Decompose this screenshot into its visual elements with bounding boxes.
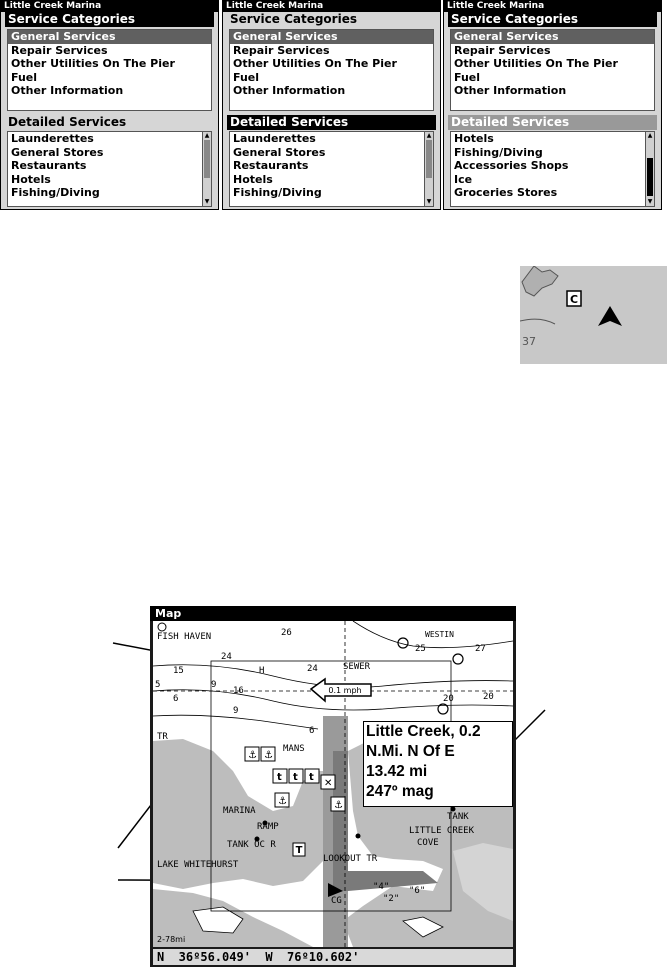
waypoint-info-popup	[363, 721, 513, 807]
label-cove: COVE	[417, 838, 439, 848]
details-header: Detailed Services	[8, 115, 127, 129]
detail-item[interactable]: Launderettes	[11, 132, 94, 145]
category-item[interactable]: Other Utilities On The Pier	[11, 57, 175, 71]
marker-dot-4	[451, 807, 456, 812]
map-anchor-icon	[158, 623, 166, 631]
detail-item[interactable]: Fishing/Diving	[11, 186, 100, 200]
map-title: Map	[150, 606, 516, 621]
label-mans: MANS	[283, 744, 305, 754]
depth-sounding: 20	[443, 694, 454, 704]
detail-item[interactable]: Restaurants	[11, 159, 87, 173]
categories-header: Service Categories	[5, 12, 214, 27]
category-item[interactable]: Repair Services	[454, 43, 551, 57]
detail-item[interactable]: Restaurants	[233, 159, 309, 173]
category-item[interactable]: General Services	[230, 30, 433, 44]
map-window	[150, 606, 516, 967]
categories-header: Service Categories	[448, 12, 657, 27]
panel-title: Little Creek Marina	[223, 1, 440, 12]
label-tank: TANK	[447, 812, 469, 822]
category-item[interactable]: Other Information	[11, 84, 124, 98]
svg-text:⚓: ⚓	[248, 750, 257, 761]
depth-sounding: 20	[483, 692, 494, 702]
details-header: Detailed Services	[227, 115, 436, 130]
depth-sounding: 24	[307, 664, 318, 674]
contour-line-3	[153, 715, 318, 729]
detail-item[interactable]: Groceries Stores	[454, 186, 558, 200]
svg-text:t: t	[277, 772, 282, 783]
marker-dot-3	[356, 834, 361, 839]
map-scale: 2-78mi	[157, 935, 186, 944]
label-lookout: LOOKOUT TR	[323, 854, 378, 864]
svg-text:⚓: ⚓	[278, 796, 287, 807]
scroll-up-icon[interactable]: ▲	[204, 132, 210, 139]
svg-text:t: t	[309, 772, 314, 783]
category-item[interactable]: Repair Services	[11, 43, 108, 57]
label-buoy-4: "4"	[373, 882, 390, 892]
svg-text:✕: ✕	[324, 778, 333, 789]
detail-item[interactable]: Hotels	[233, 172, 273, 186]
detail-item[interactable]: Launderettes	[233, 132, 316, 145]
depth-sounding: 9	[211, 680, 217, 690]
category-item[interactable]: Repair Services	[233, 43, 330, 57]
scroll-down-icon[interactable]: ▼	[426, 198, 432, 205]
scroll-down-icon[interactable]: ▼	[204, 198, 210, 205]
inset-depth: 37	[522, 335, 536, 348]
label-tank-ocr: TANK OC R	[227, 840, 276, 850]
svg-text:⚓: ⚓	[264, 750, 273, 761]
detail-item[interactable]: Fishing/Diving	[454, 145, 543, 159]
svg-text:t: t	[293, 772, 298, 783]
depth-sounding: 9	[233, 706, 239, 716]
label-ramp: RAMP	[257, 822, 279, 832]
category-item[interactable]: Other Utilities On The Pier	[233, 57, 397, 71]
detail-item[interactable]: General Stores	[233, 145, 326, 159]
category-item[interactable]: Other Utilities On The Pier	[454, 57, 618, 71]
category-item[interactable]: Other Information	[233, 84, 346, 98]
inset-marker-letter: C	[569, 293, 579, 306]
category-item[interactable]: Fuel	[11, 70, 38, 84]
speed-value: 0.1 mph	[328, 686, 362, 695]
depth-sounding: 24	[221, 652, 232, 662]
depth-sounding: 25	[415, 644, 426, 654]
category-item[interactable]: Other Information	[454, 84, 567, 98]
popup-line-1: Little Creek, 0.2	[366, 723, 481, 740]
coordinates-status-bar: N 36º56.049' W 76º10.602'	[153, 949, 513, 965]
label-cg: CG	[331, 896, 342, 906]
panel-title: Little Creek Marina	[1, 1, 218, 12]
label-sewer: SEWER	[343, 662, 371, 672]
speed-indicator	[311, 679, 371, 701]
category-item[interactable]: Fuel	[454, 70, 481, 84]
scroll-down-icon[interactable]: ▼	[647, 198, 653, 205]
label-westin: WESTIN	[425, 630, 454, 639]
label-lake: LAKE WHITEHURST	[157, 860, 239, 870]
depth-sounding: 27	[475, 644, 486, 654]
map-chart[interactable]	[153, 621, 513, 947]
category-item[interactable]: General Services	[451, 30, 654, 44]
scroll-up-icon[interactable]: ▲	[426, 132, 432, 139]
details-header: Detailed Services	[448, 115, 657, 130]
depth-sounding: 6	[173, 694, 179, 704]
detail-item[interactable]: Hotels	[454, 132, 494, 145]
detail-item[interactable]: Hotels	[11, 172, 51, 186]
label-little-creek: LITTLE CREEK	[409, 826, 475, 836]
detail-item[interactable]: General Stores	[11, 145, 104, 159]
label-tr: TR	[157, 732, 168, 742]
panel-title: Little Creek Marina	[444, 1, 661, 12]
label-fish-haven: FISH HAVEN	[157, 632, 212, 642]
popup-line-2: N.Mi. N Of E	[366, 743, 455, 760]
buoy-circle-2	[453, 654, 463, 664]
tag-letter: T	[295, 845, 303, 856]
depth-sounding: H	[259, 666, 265, 676]
svg-text:⚓: ⚓	[334, 800, 343, 811]
label-buoy-6: "6"	[409, 886, 426, 896]
detail-item[interactable]: Accessories Shops	[454, 159, 569, 173]
detail-item[interactable]: Ice	[454, 172, 473, 186]
label-marina: MARINA	[223, 806, 256, 816]
scroll-up-icon[interactable]: ▲	[647, 132, 653, 139]
popup-line-4: 247º mag	[366, 783, 434, 800]
label-buoy-2: "2"	[383, 894, 400, 904]
depth-sounding: 5	[155, 680, 161, 690]
popup-line-3: 13.42 mi	[366, 763, 428, 780]
detail-item[interactable]: Fishing/Diving	[233, 186, 322, 200]
category-item[interactable]: General Services	[8, 30, 211, 44]
categories-header: Service Categories	[230, 12, 357, 26]
depth-sounding: 16	[233, 686, 244, 696]
category-item[interactable]: Fuel	[233, 70, 260, 84]
depth-sounding: 26	[281, 628, 292, 638]
depth-sounding: 6	[309, 726, 315, 736]
depth-sounding: 15	[173, 666, 184, 676]
